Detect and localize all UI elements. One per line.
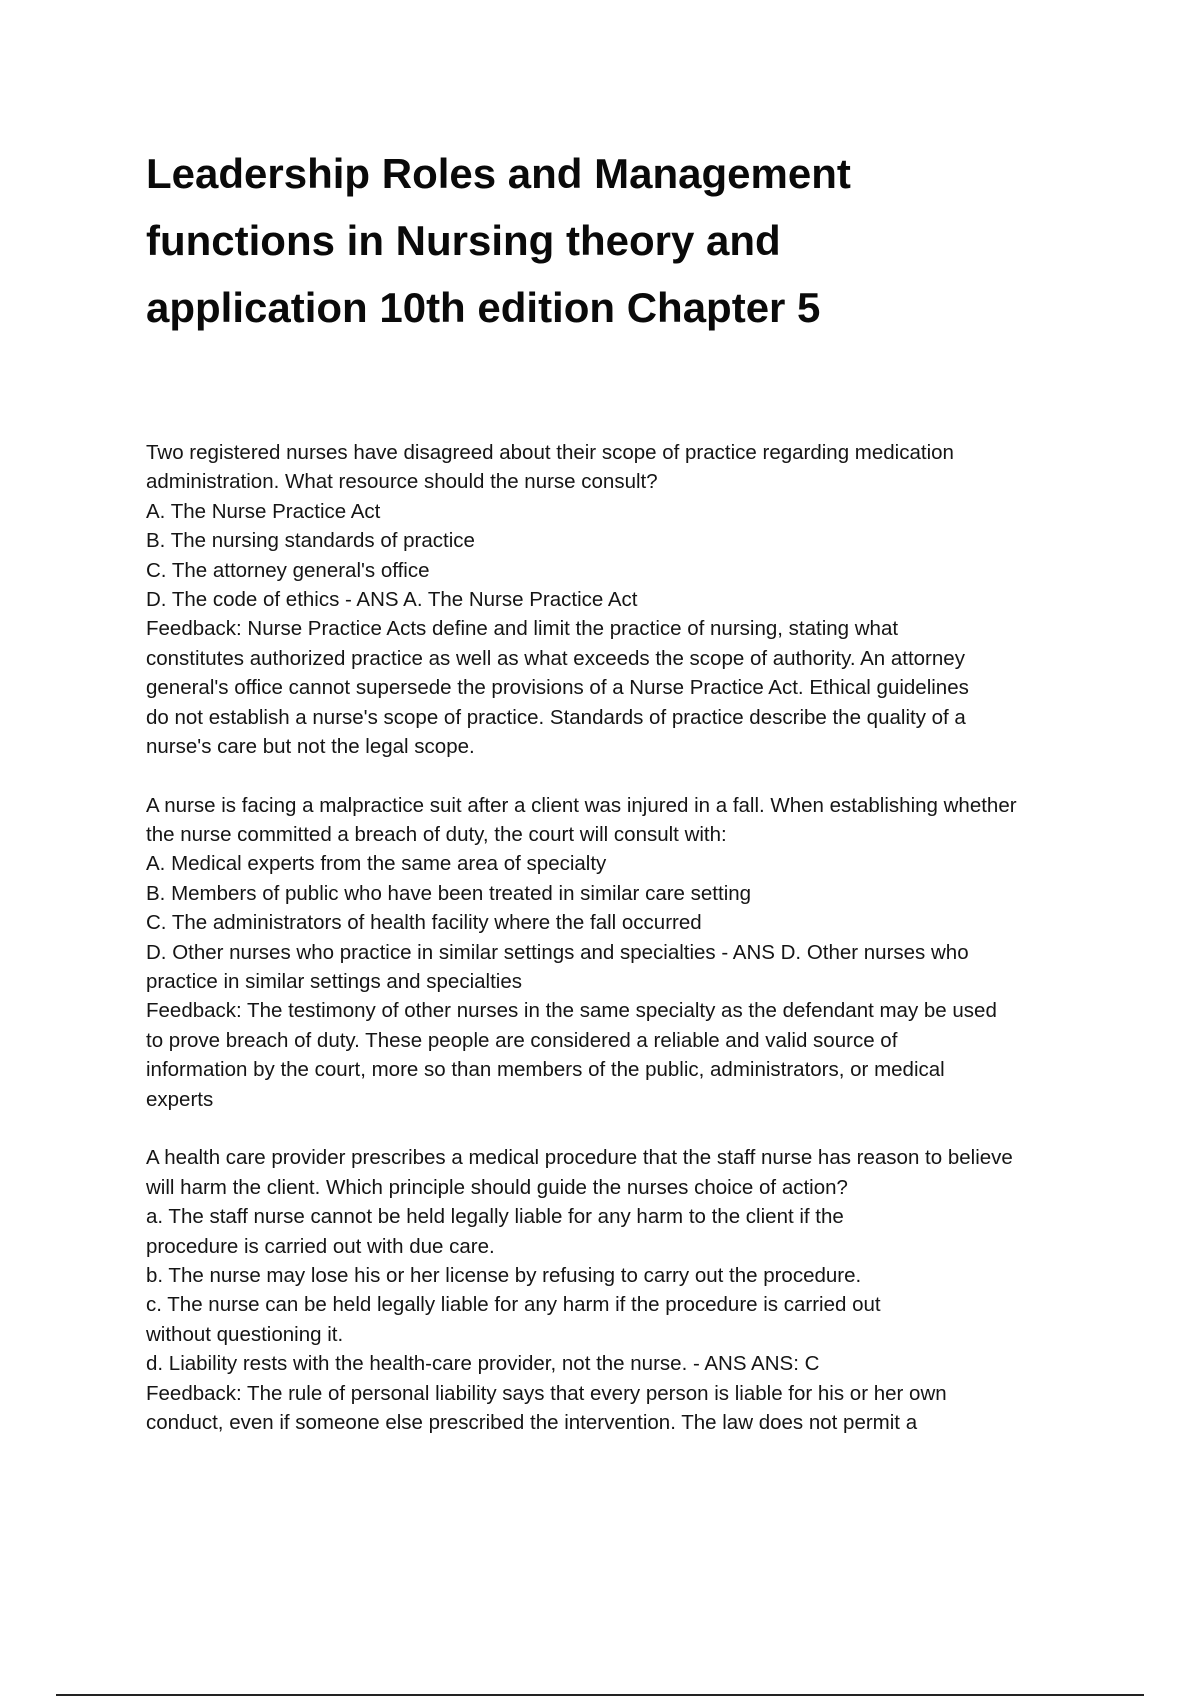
text-line: do not establish a nurse's scope of practice. Standards of practice describe the quality of a	[146, 705, 966, 729]
text-line: D. Other nurses who practice in similar settings and specialties - ANS D. Other nurses who	[146, 940, 969, 964]
text-line: C. The administrators of health facility where the fall occurred	[146, 911, 702, 935]
text-line: general's office cannot supersede the provisions of a Nurse Practice Act. Ethical guidelines	[146, 676, 969, 700]
text-line: A. The Nurse Practice Act	[146, 499, 381, 523]
question-block-1	[146, 438, 1106, 761]
text-line: to prove breach of duty. These people are considered a reliable and valid source of	[146, 1028, 898, 1052]
text-line: d. Liability rests with the health-care provider, not the nurse. - ANS ANS: C	[146, 1352, 820, 1376]
text-line: A nurse is facing a malpractice suit after a client was injured in a fall. When establishing whether	[146, 793, 1017, 817]
text-line: A health care provider prescribes a medical procedure that the staff nurse has reason to believe	[146, 1146, 1013, 1170]
text-line: a. The staff nurse cannot be held legally liable for any harm to the client if the	[146, 1205, 844, 1229]
text-line: c. The nurse can be held legally liable for any harm if the procedure is carried out	[146, 1293, 881, 1317]
text-line: b. The nurse may lose his or her license by refusing to carry out the procedure.	[146, 1263, 862, 1287]
text-line: Feedback: The testimony of other nurses in the same specialty as the defendant may be used	[146, 999, 997, 1023]
text-line: A. Medical experts from the same area of specialty	[146, 852, 607, 876]
text-line: B. The nursing standards of practice	[146, 529, 475, 553]
text-line: experts	[146, 1087, 214, 1111]
text-line: Feedback: The rule of personal liability says that every person is liable for his or her own	[146, 1381, 947, 1405]
text-line: without questioning it.	[146, 1322, 344, 1346]
text-line: conduct, even if someone else prescribed the intervention. The law does not permit a	[146, 1410, 918, 1434]
text-line: B. Members of public who have been treated in similar care setting	[146, 881, 752, 905]
text-line: practice in similar settings and specialties	[146, 970, 522, 994]
text-line: Feedback: Nurse Practice Acts define and limit the practice of nursing, stating what	[146, 617, 899, 641]
text-line: D. The code of ethics - ANS A. The Nurse Practice Act	[146, 587, 638, 611]
text-line: information by the court, more so than members of the public, administrators, or medical	[146, 1058, 945, 1082]
text-line: constitutes authorized practice as well as what exceeds the scope of authority. An attorney	[146, 646, 965, 670]
text-line: Two registered nurses have disagreed about their scope of practice regarding medication	[146, 441, 954, 464]
title-line: Leadership Roles and Management	[146, 150, 851, 197]
page-bottom-rule	[56, 1694, 1144, 1696]
title-line: functions in Nursing theory and	[146, 217, 781, 264]
text-line: nurse's care but not the legal scope.	[146, 734, 475, 758]
question-block-3	[146, 1143, 1106, 1437]
page-title	[146, 140, 1046, 341]
text-line: C. The attorney general's office	[146, 558, 430, 582]
title-line: application 10th edition Chapter 5	[146, 284, 821, 331]
document-body	[146, 438, 1106, 1467]
text-line: procedure is carried out with due care.	[146, 1234, 495, 1258]
question-block-2	[146, 791, 1106, 1114]
text-line: will harm the client. Which principle should guide the nurses choice of action?	[146, 1175, 848, 1199]
text-line: administration. What resource should the nurse consult?	[146, 470, 658, 494]
text-line: the nurse committed a breach of duty, the court will consult with:	[146, 823, 727, 847]
